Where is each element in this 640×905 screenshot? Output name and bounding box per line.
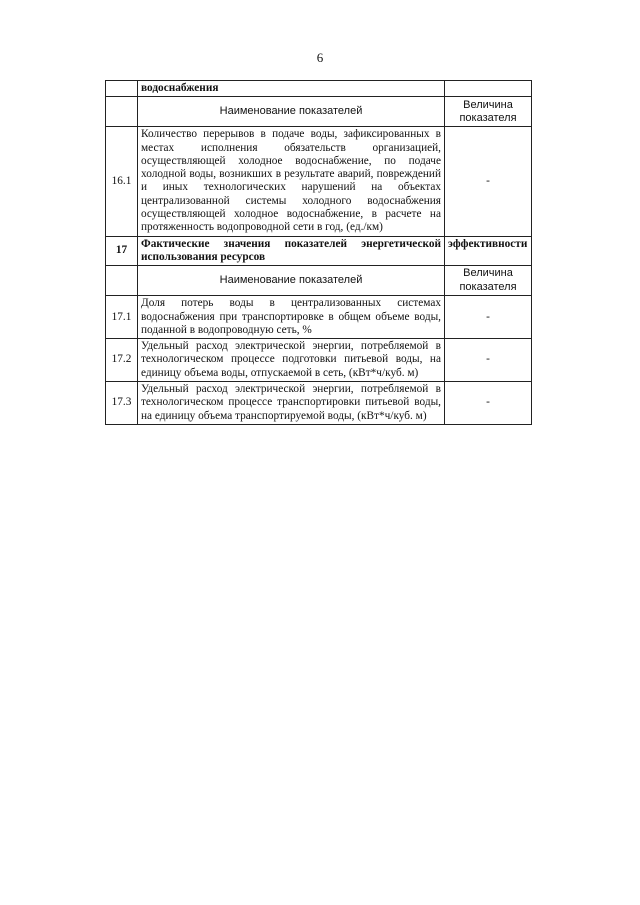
row-number: 17.1: [106, 296, 138, 339]
indicator-text: Доля потерь воды в централизованных системах водоснабжения при транспортировке в общем объеме воды, поданной в водопроводную сеть, %: [138, 296, 445, 339]
row-number-cell: [106, 81, 138, 97]
indicator-text: Удельный расход электрической энергии, потребляемой в технологическом процессе подготовки питьевой воды, на единицу объема воды, отпускаемой в сеть, (кВт*ч/куб. м): [138, 339, 445, 382]
row-number: 17.2: [106, 339, 138, 382]
indicator-text: Количество перерывов в подаче воды, зафиксированных в местах исполнения обязательств организацией, осуществляющей холодное водоснабжение, по подаче холодной воды, возникших в результате аварий, повреждений и иных технологических нарушений на объектах централизованной системы холодного водоснабжения осуществляющей холодное водоснабжение, в расчете на протяженность водопроводной сети в год, (ед./км): [138, 127, 445, 236]
indicator-value: -: [445, 382, 532, 425]
table-header-row: [106, 266, 532, 296]
row-number-cell: [106, 97, 138, 127]
section-row: [106, 236, 532, 266]
value-cell: [445, 81, 532, 97]
indicator-value: -: [445, 127, 532, 236]
header-indicator-value: Величина показателя: [445, 266, 532, 296]
table-header-row: [106, 97, 532, 127]
section-number: 17: [106, 236, 138, 266]
row-number: 16.1: [106, 127, 138, 236]
page-number: 6: [316, 50, 324, 65]
indicator-text: Удельный расход электрической энергии, потребляемой в технологическом процессе транспортировки питьевой воды, на единицу объема транспортируемой воды, (кВт*ч/куб. м): [138, 382, 445, 425]
row-number: 17.3: [106, 382, 138, 425]
section-title-text: Фактические значения показателей энергетической использования ресурсов: [141, 237, 441, 263]
indicator-value: -: [445, 339, 532, 382]
section-title: [138, 236, 445, 266]
indicator-value: -: [445, 296, 532, 339]
table-row: [106, 339, 532, 382]
section-title-continuation: водоснабжения: [138, 81, 445, 97]
header-indicator-value: Величина показателя: [445, 97, 532, 127]
header-indicator-name: Наименование показателей: [138, 266, 445, 296]
indicators-table: [105, 80, 532, 425]
table-row: [106, 127, 532, 236]
row-number-cell: [106, 266, 138, 296]
table-row: [106, 296, 532, 339]
section-title-tail: эффективности: [445, 236, 532, 266]
table-row: [106, 382, 532, 425]
header-indicator-name: Наименование показателей: [138, 97, 445, 127]
table-row: [106, 81, 532, 97]
